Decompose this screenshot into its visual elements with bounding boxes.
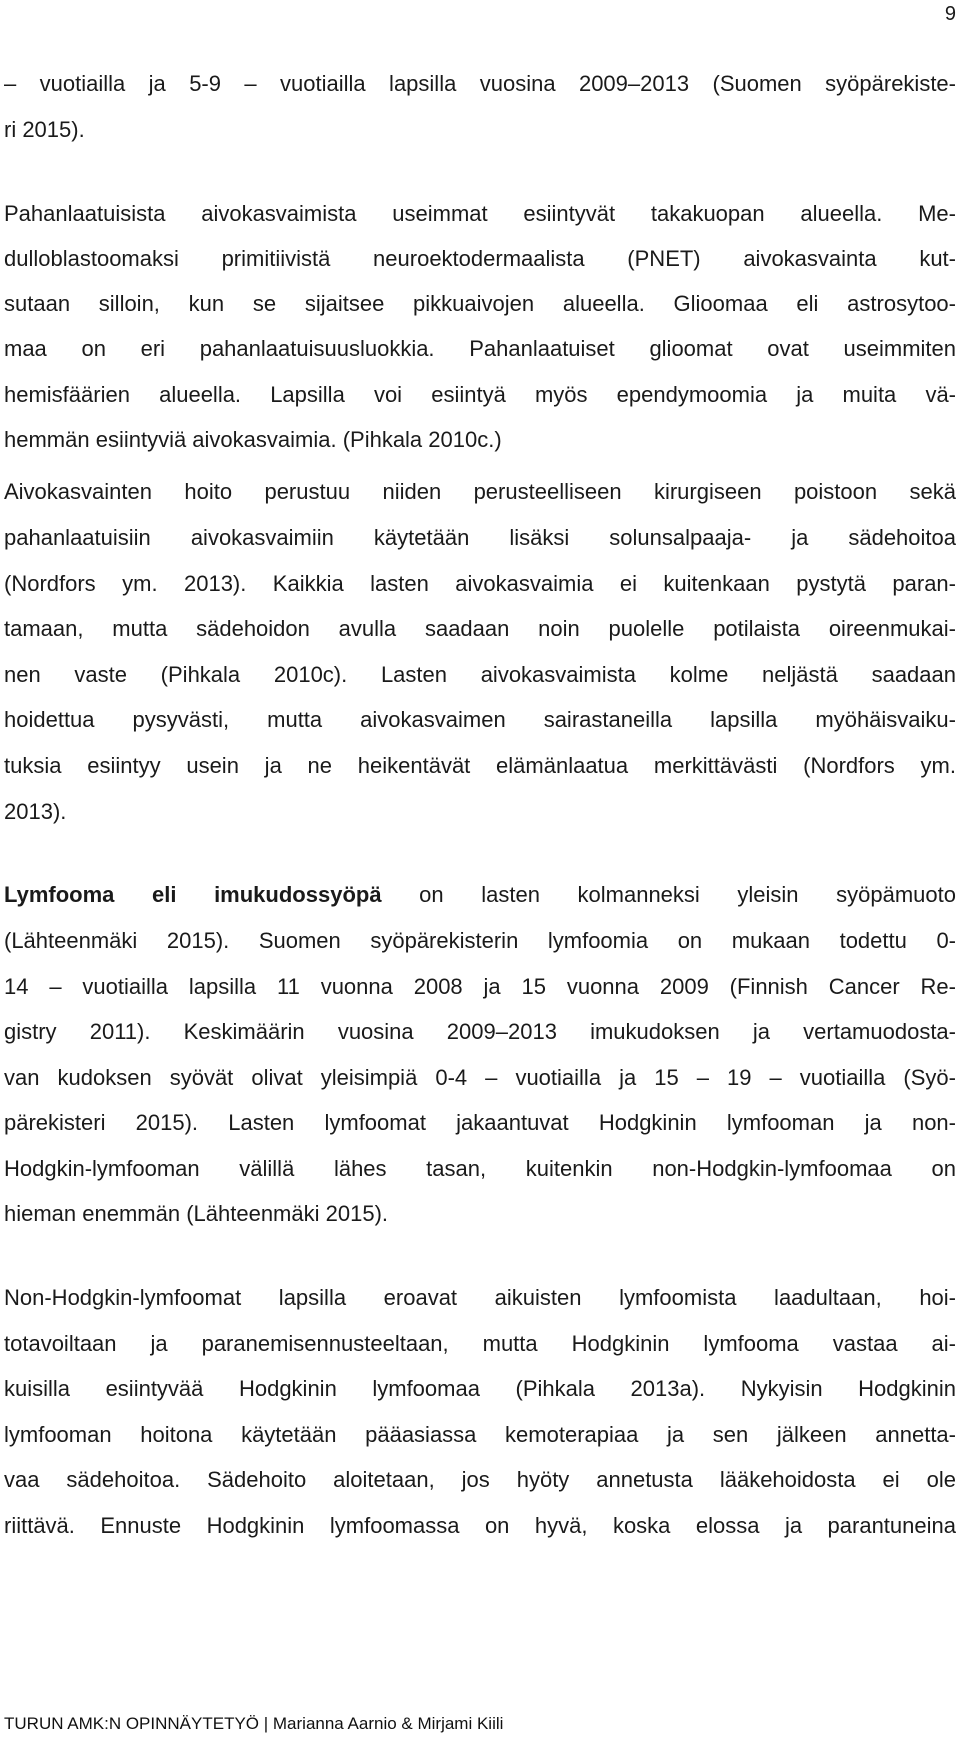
footer: TURUN AMK:N OPINNÄYTETYÖ | Marianna Aarnio & Mirjami Kiili [4,1714,504,1733]
text-line: 14 – vuotiailla lapsilla 11 vuonna 2008 ja 15 vuonna 2009 (Finnish Cancer Re- [4,974,956,999]
text-line: tuksia esiintyy usein ja ne heikentävät elämänlaatua merkittävästi (Nordfors ym. [4,753,956,778]
text-line: hemmän esiintyviä aivokasvaimia. (Pihkala 2010c.) [4,427,502,452]
text-line: lymfooman hoitona käytetään pääasiassa kemoterapiaa ja sen jälkeen annetta- [4,1422,956,1447]
page-number: 9 [944,3,956,25]
text-line: Non-Hodgkin-lymfoomat lapsilla eroavat aikuisten lymfoomista laadultaan, hoi- [4,1285,956,1310]
text-line: sutaan silloin, kun se sijaitsee pikkuaivojen alueella. Glioomaa eli astrosytoo- [4,291,956,316]
text-line: ri 2015). [4,117,85,142]
text-line: nen vaste (Pihkala 2010c). Lasten aivokasvaimista kolme neljästä saadaan [4,662,956,687]
text-line: vaa sädehoitoa. Sädehoito aloitetaan, jos hyöty annetusta lääkehoidosta ei ole [4,1467,956,1492]
text-line: hieman enemmän (Lähteenmäki 2015). [4,1201,389,1226]
text-line: totavoiltaan ja paranemisennusteeltaan, mutta Hodgkinin lymfooma vastaa ai- [4,1331,956,1356]
text-line: Hodgkin-lymfooman välillä lähes tasan, kuitenkin non-Hodgkin-lymfoomaa on [4,1156,956,1181]
text-line: gistry 2011). Keskimäärin vuosina 2009–2013 imukudoksen ja vertamuodosta- [4,1019,956,1044]
text-line: pärekisteri 2015). Lasten lymfoomat jakaantuvat Hodgkinin lymfooman ja non- [4,1110,956,1135]
text-line: dulloblastoomaksi primitiivistä neuroektodermaalista (PNET) aivokasvainta kut- [4,246,956,271]
text-line: pahanlaatuisiin aivokasvaimiin käytetään lisäksi solunsalpaaja- ja sädehoitoa [4,525,956,550]
text-line: (Nordfors ym. 2013). Kaikkia lasten aivokasvaimia ei kuitenkaan pystytä paran- [4,571,956,596]
text-line: riittävä. Ennuste Hodgkinin lymfoomassa on hyvä, koska elossa ja parantuneina [4,1513,956,1538]
text-line: hemisfäärien alueella. Lapsilla voi esiintyä myös ependymoomia ja muita vä- [4,382,956,407]
text-line [4,880,956,910]
bold-term: Lymfooma eli imukudossyöpä [4,882,382,907]
text-line: hoidettua pysyvästi, mutta aivokasvaimen sairastaneilla lapsilla myöhäisvaiku- [4,707,956,732]
text-line: maa on eri pahanlaatuisuusluokkia. Pahanlaatuiset glioomat ovat useimmiten [4,336,956,361]
text-line: – vuotiailla ja 5-9 – vuotiailla lapsilla vuosina 2009–2013 (Suomen syöpärekiste- [4,71,956,96]
text-line: tamaan, mutta sädehoidon avulla saadaan noin puolelle potilaista oireenmukai- [4,616,956,641]
text-line: Pahanlaatuisista aivokasvaimista useimmat esiintyvät takakuopan alueella. Me- [4,201,956,226]
text-line: (Lähteenmäki 2015). Suomen syöpärekisterin lymfoomia on mukaan todettu 0- [4,928,956,953]
text-line: Aivokasvainten hoito perustuu niiden perusteelliseen kirurgiseen poistoon sekä [4,479,956,504]
text-span: on lasten kolmanneksi yleisin syöpämuoto [381,882,956,907]
text-line: kuisilla esiintyvää Hodgkinin lymfoomaa (Pihkala 2013a). Nykyisin Hodgkinin [4,1376,956,1401]
text-line: van kudoksen syövät olivat yleisimpiä 0-4 – vuotiailla ja 15 – 19 – vuotiailla (Syö- [4,1065,956,1090]
text-line: 2013). [4,799,67,824]
